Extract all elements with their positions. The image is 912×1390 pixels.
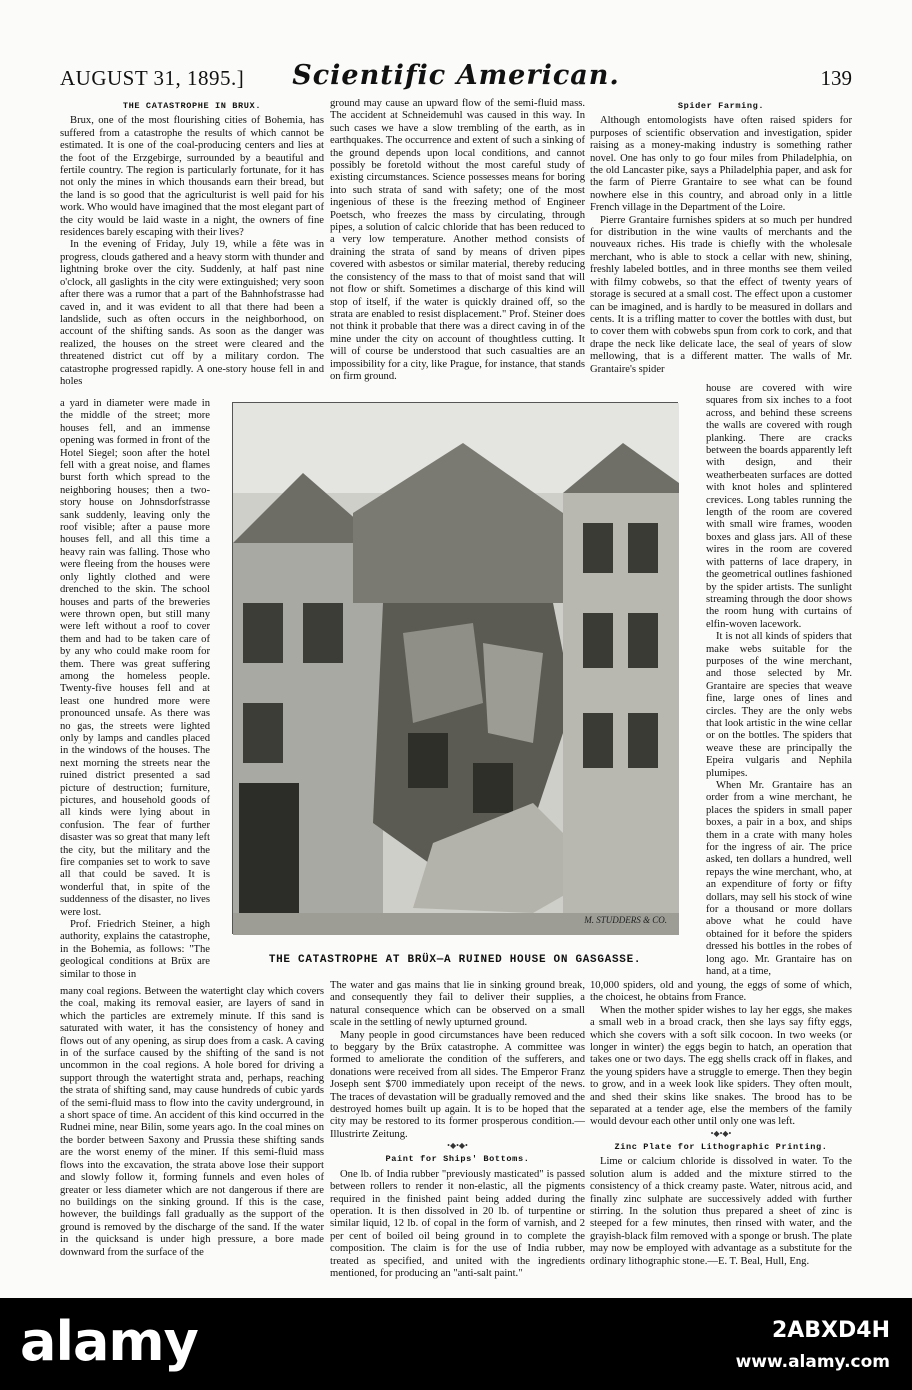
brux-steiner-intro: Prof. Friedrich Steiner, a high authority, explains the catastrophe, in the Bohemia, as follows: "The geological conditions at Brüx are similar to those in <box>60 919 210 980</box>
watermark-url: www.alamy.com <box>735 1352 890 1372</box>
masthead <box>60 60 852 94</box>
issue-date: AUGUST 31, 1895.] <box>60 66 245 90</box>
spider-paragraph-2: Pierre Grantaire furnishes spiders at so much per hundred for distribution in the wine vaults of merchants and the nouveaux riches. His trade is chiefly with the wholesale merchant, who is able to stock a cellar with new, shining, freshly labeled bottles, and in three months see them veiled with filmy cobwebs, so that the effect of twenty years of storage is secured at a small cost. The effect upon a customer can be imagined, and is hardly to be measured in dollars and cents. It is a trifling matter to cover the bottles with dust, but to cover them with cobwebs spun from cork to cork, and that drape the neck like delicate lace, the seal of years of slow mellowing, that is a different matter. The walls of Mr. Grantaire's spider <box>590 214 852 375</box>
spider-article-column <box>590 98 852 383</box>
middle-bottom-column <box>330 980 585 1279</box>
brux-heading: THE CATASTROPHE IN BRUX. <box>122 101 262 111</box>
figure-caption: THE CATASTROPHE AT BRÜX—A RUINED HOUSE ON GASGASSE. <box>268 954 642 966</box>
separator-ornament: •◆•◆• <box>447 1141 468 1151</box>
right-bottom-column <box>590 980 852 1266</box>
brux-paragraph-2: In the evening of Friday, July 19, while a fête was in progress, clouds gathered and a heavy storm with thunder and lightning broke over the city. Suddenly, at half past nine o'clock, all gaslights in the city were extinguished; very soon after there was a rumor that a part of the Bahnhofstrasse had caved in, and it was evident to all that there had been a landslide, such as often occurs in the neighborhood, on account of the shifting sands. As soon as the danger was realized, the houses on the street were cleared and the threatened district cut off by a military cordon. The catastrophe progressed rapidly. A one-story house fell in and holes <box>60 239 324 387</box>
spider-paragraph-1: Although entomologists have often raised spiders for purposes of scientific observation and investigation, spider raising as a money-making industry is something rather novel. One has only to go four miles from Philadelphia, on the old Lancaster pike, says a Philadelphia paper, and ask for the farm of Pierre Grantaire to see what can be found nowhere else in this country, and abroad only in a little French village in the Department of the Loire. <box>590 115 852 214</box>
page-number: 139 <box>820 66 852 90</box>
zinc-body: Lime or calcium chloride is dissolved in water. To the solution alum is added and the mixture stirred to the consistency of a thick creamy paste. Water, nitrous acid, and finally zinc sulphate are successively added with further stirring. In the solution thus prepared a sheet of zinc is steeped for a few minutes, then rinsed with water, and the grayish-black film removed with a sponge or brush. The plate may now be employed with advantage as a substitute for the ordinary lithographic stone.—E. T. Beal, Hull, Eng. <box>590 1156 852 1267</box>
brux-bottom-text: many coal regions. Between the watertight clay which covers the coal, making its removal easier, are layers of sand in which the particles are extremely minute. If this sand is saturated with water, it has the consistency of honey and flows out of any opening, as sirup does from a cask. A caving in of the surface caused by the shifting of the sand is not uncommon in the coal regions. A hole bored for driving a support through the watertight strata and, perhaps, reaching the strata of shifting sand, may cause hundreds of cubic yards of the semi-fluid mass to flow into the cavity underground, in a short space of time. An accident of this kind occurred in the Rudnei mine, near Bilin, some years ago. In the coal mines on the border between Saxony and Prussia these shifting sands are the worst enemy of the miner. If this semi-fluid mass flows into the excavation, the strata above lose their support and slowly follow it, forming funnels and even holes of greater or less diameter which are not dangerous if there are no buildings on the sinking ground. If this is the case, however, the buildings fall gradually as the support of the ground is removed by the discharge of the sand. If the water in the quicksand is under high pressure, a bore made downward from the surface of the <box>60 986 324 1258</box>
brux-narrow-text: a yard in diameter were made in the middle of the street; more houses fell, and an immense opening was formed in front of the Hotel Siegel; soon after the hotel fell with a great noise, and flames burst forth which spread to the neighboring houses; then a two-story house on Johnsdorfstrasse sank suddenly, leaving only the roof visible; after a pause more houses fell, and all this time a heavy rain was falling. Those who were fleeing from the houses were only lightly clothed and were drenched to the skin. The school houses and parts of the breweries were thrown open, but still many were left without a roof to cover them and had to be taken care of by any who could make room for them. There was great suffering among the homeless people. Twenty-five houses fell and at least one hundred more were pronounced unsafe. As there was no gas, the streets were lighted only by lamps and candles placed in the windows of the houses. The next morning the streets near the ruined district presented a sad picture of destruction; furniture, pictures, and household goods of all kinds were lying about in confusion. The fear of further disaster was so great that many left the city, but the military and the fire companies set to work to save all that could be saved. It is wonderful that, in spite of the suddenness of the disaster, no lives were lost. <box>60 398 210 918</box>
paint-body: One lb. of India rubber "previously masticated" is passed between rollers to render it non-elastic, all the pigments required in the finished paint being added during the operation. It is then dissolved in 20 lb. of turpentine or similar liquid, 12 lb. of copal in the form of varnish, and 2 per cent of boiled oil being ground in to complete the composition. The claim is for the use of India rubber, treated as specified, and united with the ingredients mentioned, for producing an "anti-salt paint." <box>330 1168 585 1279</box>
brux-water-mains-text: The water and gas mains that lie in sinking ground break, and consequently they fail to deliver their supplies, a natural consequence which can be observed on a small scale in the settling of newly upturned ground. <box>330 980 585 1029</box>
spider-article-narrow-column <box>706 383 852 978</box>
spider-narrow-text-2: It is not all kinds of spiders that make webs suitable for the purposes of the wine merchant, and those selected by Mr. Grantaire are species that weave fine, large ones of lines and circles. They are the only webs that look artistic in the wine cellar or on the bottles. The spiders that weave these are principally the Epeira vulgaris and Nephila plumipes. <box>706 631 852 779</box>
brux-article-column-2 <box>330 98 585 398</box>
spider-bottom-text-1: 10,000 spiders, old and young, the eggs of some of which, the choicest, he obtains from France. <box>590 980 852 1004</box>
ruined-house-illustration <box>232 402 678 934</box>
stock-watermark-bar <box>0 1298 912 1390</box>
brux-article-column-1 <box>60 98 324 398</box>
brux-article-bottom-column <box>60 986 324 1266</box>
spider-narrow-text-3: When Mr. Grantaire has an order from a wine merchant, he places the spiders in small paper boxes, a pair in a box, and ships them in a crate with many holes for the ingress of air. The price asked, ten dollars a hundred, well repays the wine merchant, who, at an expenditure of forty or fifty dollars, may sell his stock of wine for a thousand or more dollars above what he could have obtained for it before the spiders dressed his bottles in the robes of long ago. Mr. Grantaire has on hand, at a time, <box>706 780 852 978</box>
alamy-logo: alamy <box>20 1310 198 1373</box>
publication-title: Scientific American. <box>292 60 620 91</box>
zinc-heading: Zinc Plate for Lithographic Printing. <box>614 1141 828 1152</box>
spider-bottom-text-2: When the mother spider wishes to lay her eggs, she makes a small web in a broad crack, then she lays say fifty eggs, which she covers with a soft silk cocoon. In two weeks (or longer in winter) the eggs begin to hatch, an operation that takes one or two days. The egg shells crack off in flakes, and the young spiders have a struggle to emerge. Then they begin to grow, and in a week look like spiders. They often moult, and shed their skins like snakes. The brood has to be separated at a tender age, else the members of the family would devour each other until only one was left. <box>590 1004 852 1128</box>
separator-ornament-2: •◆•◆• <box>710 1128 732 1138</box>
spider-narrow-text-1: house are covered with wire squares from six inches to a foot across, and behind these screens the walls are covered with rough planking. There are cracks between the boards apparently left with design, and their weatherbeaten surfaces are dotted with knot holes and splintered crevices. Long tables running the length of the room are covered with small wire frames, wooden boxes and glass jars. All of these wires in the room are covered with patterns of lace drapery, in the geometrical outlines fashioned by the spider artists. The sunlight streaming through the door shows the room hung with curtains of elfin-woven lacework. <box>706 383 852 630</box>
brux-article-narrow-column <box>60 398 210 980</box>
spider-heading: Spider Farming. <box>677 101 765 111</box>
brux-relief-text: Many people in good circumstances have been reduced to beggary by the Brüx catastrophe. A committee was formed to ameliorate the condition of the sufferers, and donations were received from all sides. The Emperor Franz Joseph sent $700 immediately upon receipt of the news. The traces of devastation will be gradually removed and the destroyed homes built up again. It is to be hoped that the city may be restored to its former prosperous condition.—Illustrirte Zeitung. <box>330 1029 585 1140</box>
paint-heading: Paint for Ships' Bottoms. <box>385 1154 530 1165</box>
brux-paragraph-1: Brux, one of the most flourishing cities of Bohemia, has suffered from a catastrophe the results of which cannot be estimated. It is one of the coal-producing centers and lies at the foot of the Erzgebirge, surrounded by a beautiful and fertile country. The region is particularly fortunate, for it has not only the mines in which thousands earn their bread, but the land is so good that the agriculturist is well paid for his work. Who would have imagined that the most elegant part of the city would be laid waste in a night, the owners of fine residences barely escaping with their lives? <box>60 115 324 239</box>
ruined-house-engraving <box>233 403 679 935</box>
engraver-signature: M. STUDDERS & CO. <box>584 915 667 925</box>
brux-column-2-text: ground may cause an upward flow of the semi-fluid mass. The accident at Schneidemuhl was caused in this way. In such cases we have a slow trembling of the earth, as in earthquakes. The occurrence and extent of such a sinking of the ground depends upon local conditions, and cannot possibly be foretold without the most careful study of existing circumstances. Science possesses means for boring into such strata of sand with safety; one of the most ingenious of these is the freezing method of Engineer Poetsch, who freezes the mass by circulating, through pipes, a solution of calcic chloride that has been reduced to a very low temperature. Another method consists of draining the strata of sand by means of driven pipes covered with asbestos or similar material, thereby reducing the consistency of the mass to that of moist sand that will not flow or shift. Sometimes a discharge of this kind will stop of itself, if the water is quickly drained off, so the strata are enabled to resist displacement." Prof. Steiner does not think it probable that there was a direct caving in of the mine under the city on account of thoughtless cutting. It will of course be understood that such casualties are an impossibility for a city, like Prague, for instance, that stands on firm ground. <box>330 98 585 382</box>
image-id: 2ABXD4H <box>771 1318 890 1343</box>
